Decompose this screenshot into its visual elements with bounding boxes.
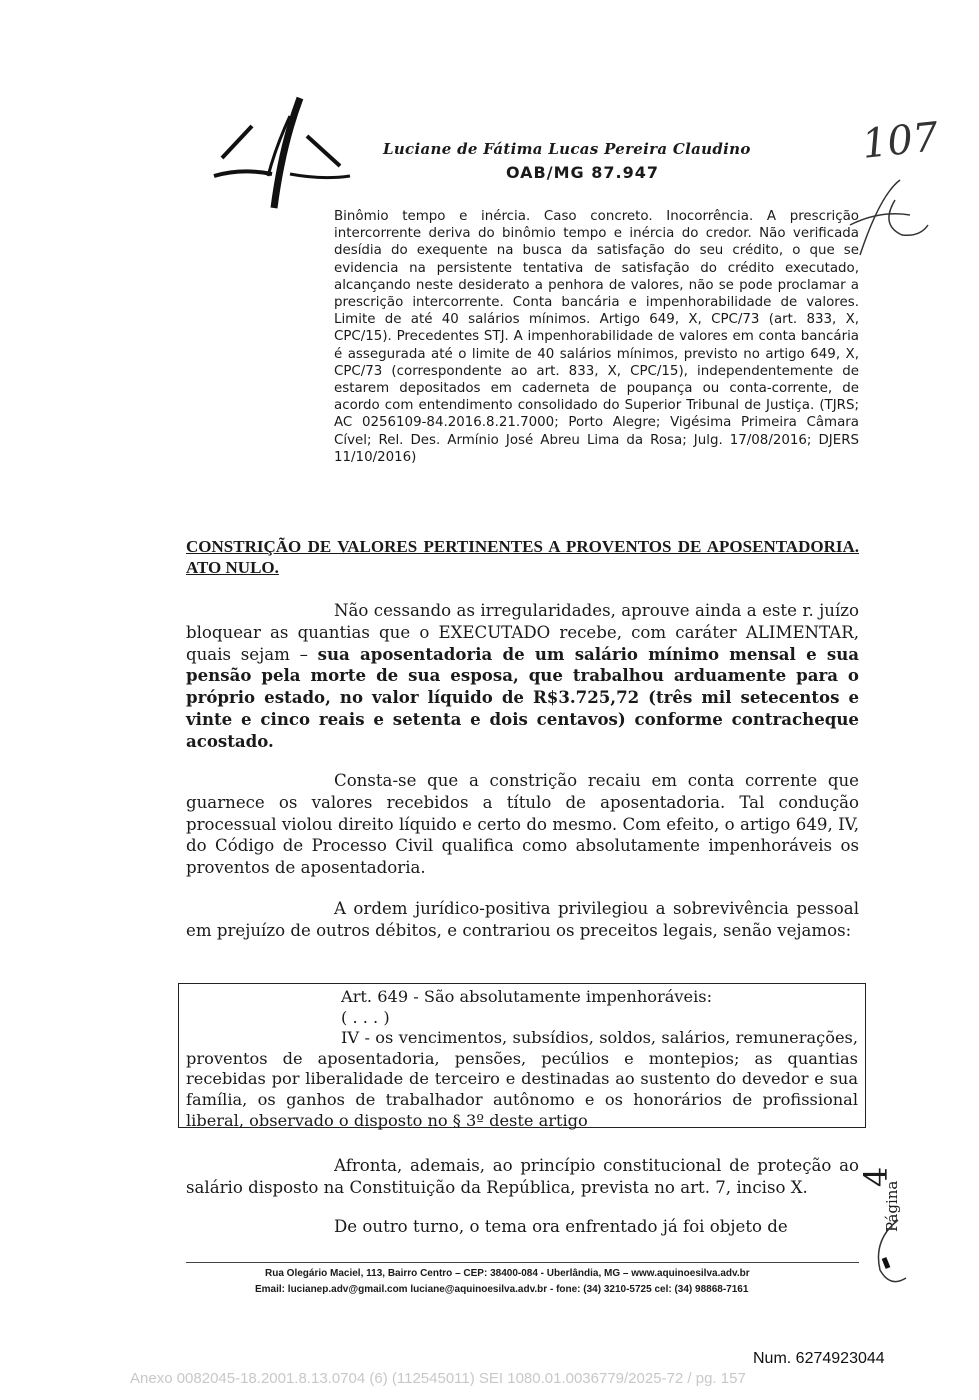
page-number: 4 <box>857 1166 896 1188</box>
page-label: Página <box>883 1180 901 1232</box>
oab-number: OAB/MG 87.947 <box>506 163 659 182</box>
law-ellipsis: ( . . . ) <box>341 1007 390 1027</box>
document-number: Num. 6274923044 <box>753 1350 885 1367</box>
paragraph-text: Afronta, ademais, ao princípio constitucional de proteção ao salário disposto na Constituição da República, prevista no art. 7, inciso X. <box>186 1156 859 1197</box>
paragraph-constitution <box>186 1155 859 1199</box>
paragraph-emphasis: sua aposentadoria de um salário mínimo mensal e sua pensão pela morte de sua esposa, que trabalhou arduamente para o próprio estado, no valor líquido de R$3.725,72 (três mil setecentos e vinte e cinco reais e setenta e dois centavos) conforme contracheque acostado. <box>186 643 860 751</box>
annex-stamp: Anexo 0082045-18.2001.8.13.0704 (6) (112545011) SEI 1080.01.0036779/2025-72 / pg. 157 <box>130 1370 746 1387</box>
jurisprudence-citation: Binômio tempo e inércia. Caso concreto. Inocorrência. A prescrição intercorrente deriva do binômio tempo e inércia do credor. Não verificada desídia do exequente na busca da satisfação do seu crédito, o que se evidencia na persistente tentativa de satisfação do crédito executado, alcançando neste desiderato a penhora de valores, não se pode proclamar a prescrição intercorrente. Conta bancária e impenhorabilidade de valores. Limite de até 40 salários mínimos. Artigo 649, X, CPC/73 (art. 833, X, CPC/15). Precedentes STJ. A impenhorabilidade de valores em conta bancária é assegurada até o limite de 40 salários mínimos, previsto no artigo 649, X, CPC/73 (correspondente ao art. 833, X, CPC/15), independentemente de estarem depositados em caderneta de poupança ou conta-corrente, de acordo com entendimento consolidado do Superior Tribunal de Justiça. (TJRS; AC 0256109-84.2016.8.21.7000; Porto Alegre; Vigésima Primeira Câmara Cível; Rel. Des. Armínio José Abreu Lima da Rosa; Julg. 17/08/2016; DJERS 11/10/2016) <box>334 209 859 465</box>
handwritten-page-number: 107 <box>859 114 941 168</box>
paragraph-text: De outro turno, o tema ora enfrentado já foi objeto de <box>334 1217 788 1236</box>
paragraph-text: A ordem jurídico-positiva privilegiou a sobrevivência pessoal em prejuízo de outros débitos, e contrariou os preceitos legais, senão vejamos: <box>186 899 859 940</box>
law-quote-box <box>178 983 866 1128</box>
paragraph-legal-order <box>186 898 859 942</box>
section-heading: CONSTRIÇÃO DE VALORES PERTINENTES A PROVENTOS DE APOSENTADORIA. ATO NULO. <box>186 537 859 577</box>
paragraph-continuation <box>186 1216 859 1238</box>
paragraph-text: Não cessando as irregularidades, aprouve ainda a este r. juízo bloquear as quantias que o EXECUTADO recebe, com caráter ALIMENTAR, quais sejam – <box>186 601 859 664</box>
law-item-text: IV - os vencimentos, subsídios, soldos, salários, remunerações, proventos de aposentadoria, pensões, pecúlios e montepios; as quantias recebidas por liberalidade de terceiro e destinadas ao sustento do devedor e sua família, os ganhos de trabalhador autônomo e os honorários de profissional liberal, observado o disposto no § 3º deste artigo <box>186 1028 858 1130</box>
handwritten-mark <box>868 1140 908 1290</box>
firm-logo <box>212 96 352 211</box>
law-item-iv <box>186 1028 858 1131</box>
footer-address: Rua Olegário Maciel, 113, Bairro Centro – CEP: 38400-084 - Uberlândia, MG – www.aquinoesilva.adv.br <box>265 1268 750 1279</box>
paragraph-constriction <box>186 770 859 879</box>
footer-contacts: Email: lucianep.adv@gmail.com luciane@aquinoesilva.adv.br - fone: (34) 3210-5725 cel: (34) 98868-7161 <box>255 1284 749 1295</box>
footer-divider <box>186 1262 859 1263</box>
paragraph-blocked-values <box>186 600 859 753</box>
law-article: Art. 649 - São absolutamente impenhoráveis: <box>341 987 713 1006</box>
paragraph-text: Consta-se que a constrição recaiu em conta corrente que guarnece os valores recebidos a título de aposentadoria. Tal condução processual violou direito líquido e certo do mesmo. Com efeito, o artigo 649, IV, do Código de Processo Civil qualifica como absolutamente impenhoráveis os proventos de aposentadoria. <box>186 771 859 878</box>
firm-name: Luciane de Fátima Lucas Pereira Claudino <box>383 140 751 158</box>
